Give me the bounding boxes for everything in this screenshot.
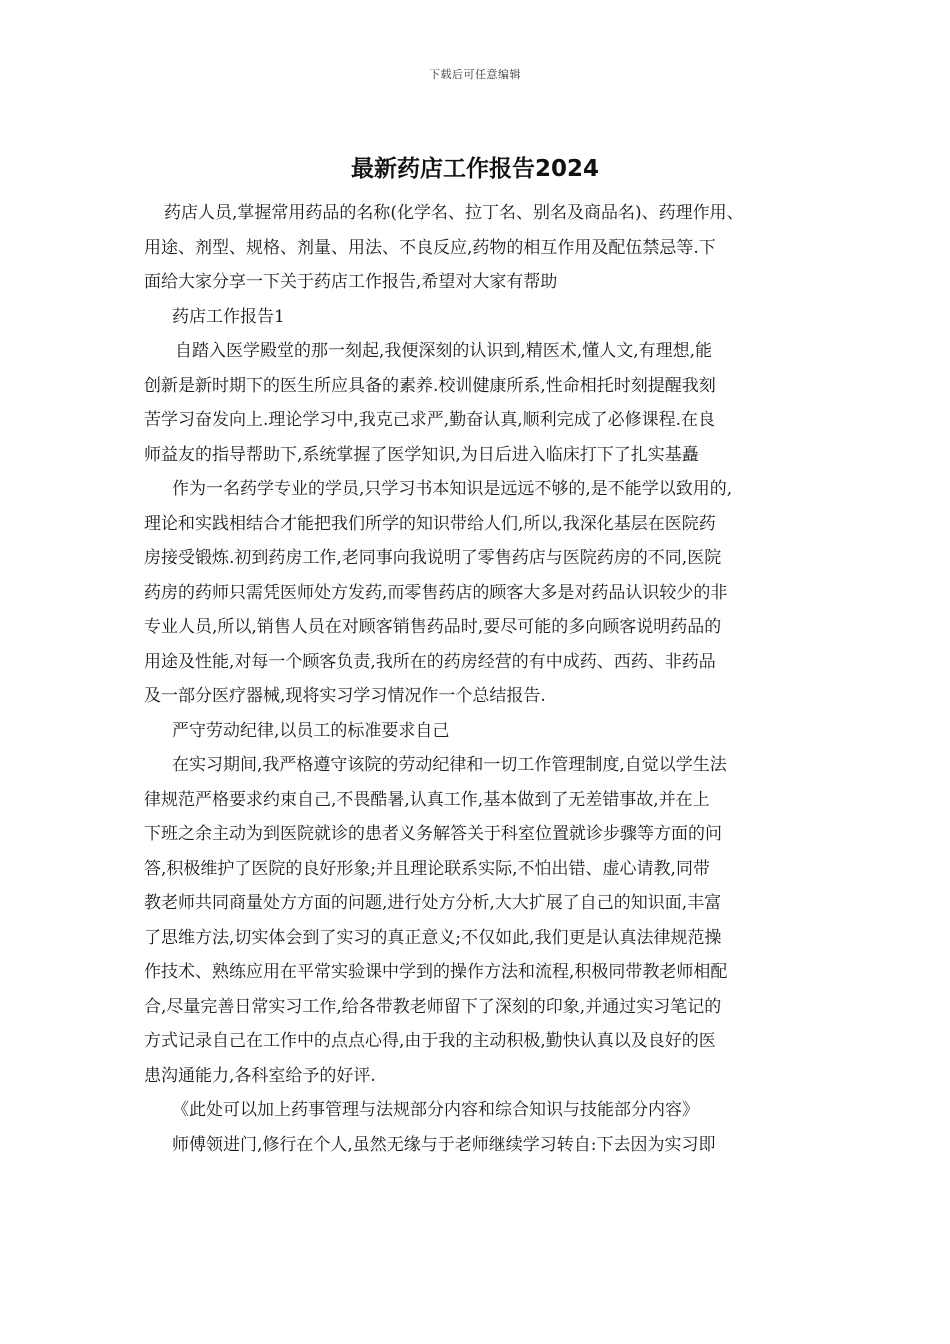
paragraph-line: 理论和实践相结合才能把我们所学的知识带给人们,所以,我深化基层在医院药 xyxy=(144,513,716,534)
paragraph-line: 在实习期间,我严格遵守该院的劳动纪律和一切工作管理制度,自觉以学生法 xyxy=(172,755,727,775)
paragraph-line: 律规范严格要求约束自己,不畏酷暑,认真工作,基本做到了无差错事故,并在上 xyxy=(144,789,710,810)
paragraph-line: 作技术、熟练应用在平常实验课中学到的操作方法和流程,积极同带教老师相配 xyxy=(144,962,728,982)
paragraph-line: 下班之余主动为到医院就诊的患者义务解答关于科室位置就诊步骤等方面的问 xyxy=(144,824,722,844)
paragraph-line: 方式记录自己在工作中的点点心得,由于我的主动积极,勤快认真以及良好的医 xyxy=(144,1031,716,1051)
paragraph-line: 了思维方法,切实体会到了实习的真正意义;不仅如此,我们更是认真法律规范操 xyxy=(144,927,722,948)
section-heading: 严守劳动纪律,以员工的标准要求自己 xyxy=(172,720,450,741)
section-heading: 药店工作报告1 xyxy=(172,306,285,327)
page-header: 下载后可任意编辑 xyxy=(429,68,521,81)
paragraph-line: 用途及性能,对每一个顾客负责,我所在的药房经营的有中成药、西药、非药品 xyxy=(144,651,716,672)
paragraph-line: 专业人员,所以,销售人员在对顾客销售药品时,要尽可能的多向顾客说明药品的 xyxy=(144,617,722,637)
paragraph-line: 合,尽量完善日常实习工作,给各带教老师留下了深刻的印象,并通过实习笔记的 xyxy=(144,996,722,1017)
paragraph-line: 答,积极维护了医院的良好形象;并且理论联系实际,不怕出错、虚心请教,同带 xyxy=(144,858,710,879)
paragraph-line: 面给大家分享一下关于药店工作报告,希望对大家有帮助 xyxy=(144,272,558,292)
paragraph-line: 《此处可以加上药事管理与法规部分内容和综合知识与技能部分内容》 xyxy=(172,1100,699,1120)
paragraph-line: 师益友的指导帮助下,系统掌握了医学知识,为日后进入临床打下了扎实基矗 xyxy=(144,444,699,465)
paragraph-line: 用途、剂型、规格、剂量、用法、不良反应,药物的相互作用及配伍禁忌等.下 xyxy=(144,237,716,258)
paragraph-line: 教老师共同商量处方方面的问题,进行处方分析,大大扩展了自己的知识面,丰富 xyxy=(144,893,722,913)
paragraph-line: 作为一名药学专业的学员,只学习书本知识是远远不够的,是不能学以致用的, xyxy=(172,479,733,499)
paragraph-line: 苦学习奋发向上.理论学习中,我克己求严,勤奋认真,顺利完成了必修课程.在良 xyxy=(144,410,716,430)
document-body xyxy=(144,196,812,1162)
paragraph-line: 房接受锻炼.初到药房工作,老同事向我说明了零售药店与医院药房的不同,医院 xyxy=(144,548,722,568)
paragraph-line: 药房的药师只需凭医师处方发药,而零售药店的顾客大多是对药品认识较少的非 xyxy=(144,582,728,603)
paragraph-line: 自踏入医学殿堂的那一刻起,我便深刻的认识到,精医术,懂人文,有理想,能 xyxy=(175,341,713,361)
paragraph-line: 及一部分医疗器械,现将实习学习情况作一个总结报告. xyxy=(144,686,546,706)
paragraph-line: 患沟通能力,各科室给予的好评. xyxy=(144,1065,376,1086)
document-title: 最新药店工作报告2024 xyxy=(350,156,599,182)
paragraph-line: 创新是新时期下的医生所应具备的素养.校训健康所系,性命相托时刻提醒我刻 xyxy=(144,375,716,396)
paragraph-line: 师傅领进门,修行在个人,虽然无缘与于老师继续学习转自:下去因为实习即 xyxy=(172,1134,716,1155)
paragraph-line: 药店人员,掌握常用药品的名称(化学名、拉丁名、别名及商品名)、药理作用、 xyxy=(164,203,744,223)
